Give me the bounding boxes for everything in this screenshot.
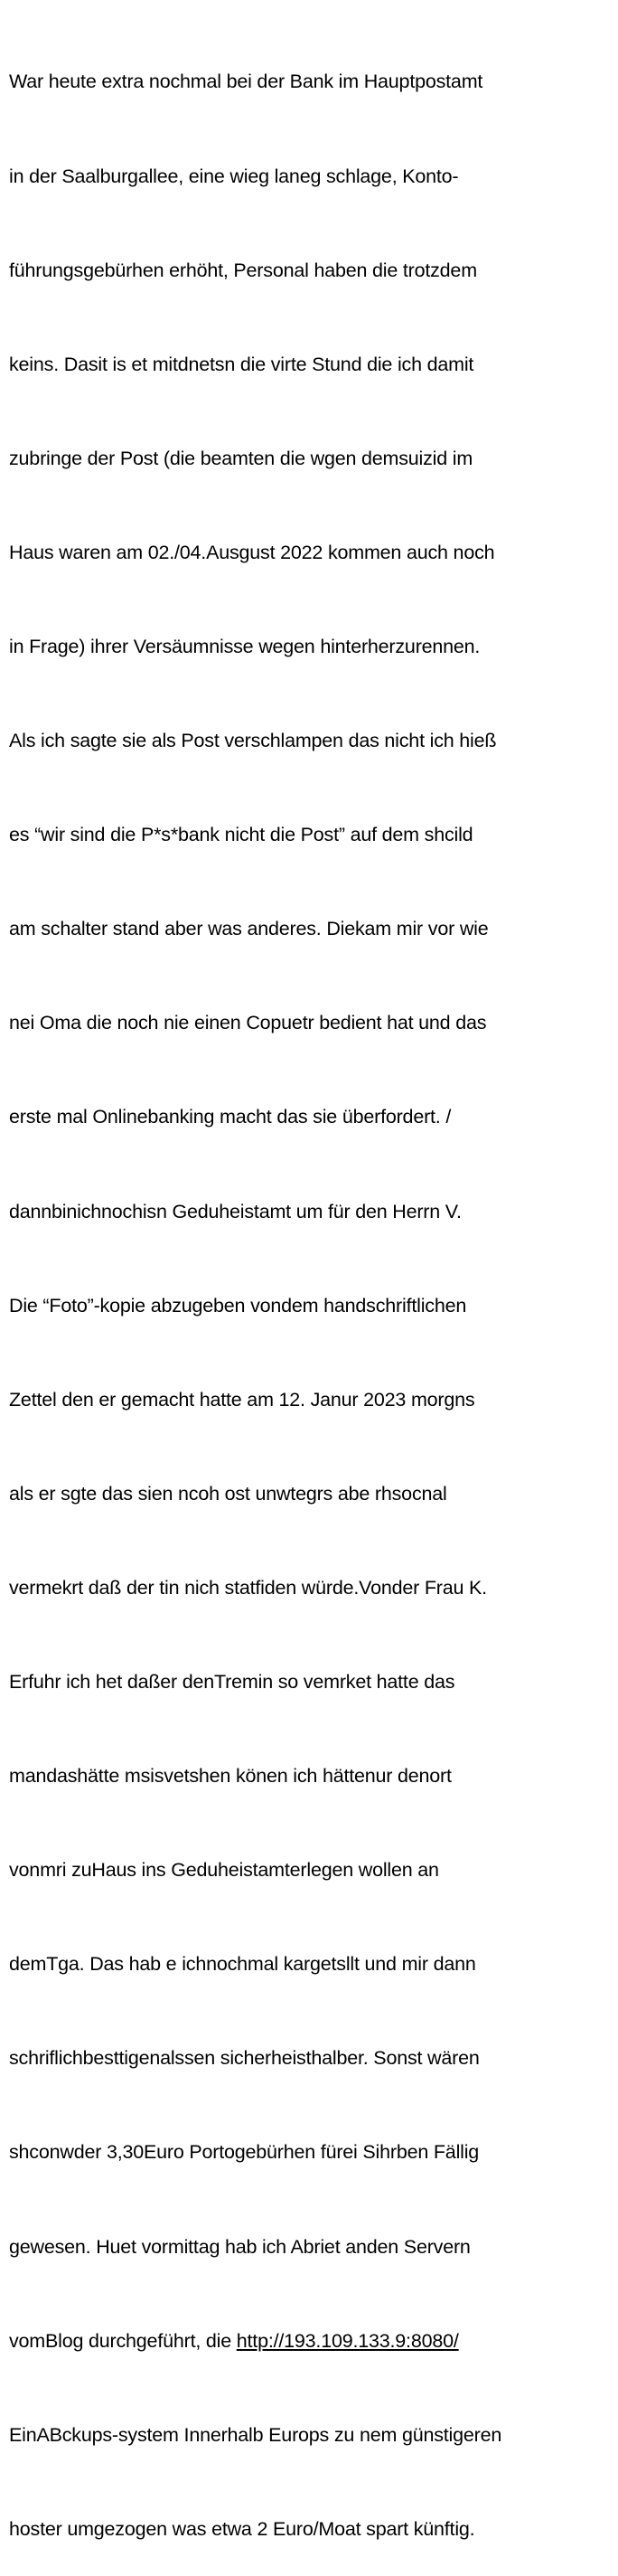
text-line: dannbinichnochisn Geduheistamt um für den Herrn V. bbox=[9, 1200, 462, 1222]
document-body bbox=[9, 4, 613, 2576]
text-line: EinABckups-system Innerhalb Europs zu nem günstigeren bbox=[9, 2423, 502, 2446]
text-line: nei Oma die noch nie einen Copuetr bedient hat und das bbox=[9, 1012, 487, 1034]
text-line: War heute extra nochmal bei der Bank im Hauptpostamt bbox=[9, 71, 483, 93]
text-line-with-link bbox=[9, 2326, 613, 2357]
text-line: als er sgte das sien ncoh ost unwtegrs abe rhsocnal bbox=[9, 1482, 447, 1505]
text-line: Die “Foto”-kopie abzugeben vondem handschriftlichen bbox=[9, 1294, 467, 1316]
text-line: vonmri zuHaus ins Geduheistamterlegen wollen an bbox=[9, 1859, 439, 1882]
text-line: es “wir sind die P*s*bank nicht die Post” auf dem shcild bbox=[9, 824, 473, 846]
text-line: shconwder 3,30Euro Portogebürhen fürei Sihrben Fällig bbox=[9, 2141, 480, 2164]
text-line: mandashätte msisvetshen könen ich hättenur denort bbox=[9, 1765, 452, 1788]
text-line: Als ich sagte sie als Post verschlampen das nicht ich hieß bbox=[9, 730, 497, 752]
text-line: schriflichbesttigenalssen sicherheisthalber. Sonst wären bbox=[9, 2047, 480, 2070]
text-line: vermekrt daß der tin nich statfiden würde.Vonder Frau K. bbox=[9, 1576, 487, 1599]
text-line: Haus waren am 02./04.Ausgust 2022 kommen auch noch bbox=[9, 541, 495, 563]
text-line: führungsgebürhen erhöht, Personal haben die trotzdem bbox=[9, 259, 477, 281]
text-line: zubringe der Post (die beamten die wgen demsuizid im bbox=[9, 447, 473, 469]
text-line: Erfuhr ich het daßer denTremin so vemrket hatte das bbox=[9, 1671, 455, 1693]
text-line: Zettel den er gemacht hatte am 12. Janur 2023 morgns bbox=[9, 1388, 475, 1411]
text-line: demTga. Das hab e ichnochmal kargetsllt und mir dann bbox=[9, 1953, 476, 1976]
text-line: hoster umgezogen was etwa 2 Euro/Moat spart künftig. bbox=[9, 2517, 475, 2540]
link-line-prefix: vomBlog durchgeführt, die bbox=[9, 2329, 237, 2352]
text-line: in Frage) ihrer Versäumnisse wegen hinterherzurennen. bbox=[9, 635, 481, 657]
server-link[interactable]: http://193.109.133.9:8080/ bbox=[236, 2329, 459, 2352]
text-line: keins. Dasit is et mitdnetsn die virte Stund die ich damit bbox=[9, 353, 474, 375]
text-line: in der Saalburgallee, eine wieg laneg schlage, Konto- bbox=[9, 165, 459, 187]
text-line: am schalter stand aber was anderes. Diekam mir vor wie bbox=[9, 918, 489, 940]
text-line: erste mal Onlinebanking macht das sie überfordert. / bbox=[9, 1106, 452, 1128]
text-line: gewesen. Huet vormittag hab ich Abriet anden Servern bbox=[9, 2235, 471, 2258]
